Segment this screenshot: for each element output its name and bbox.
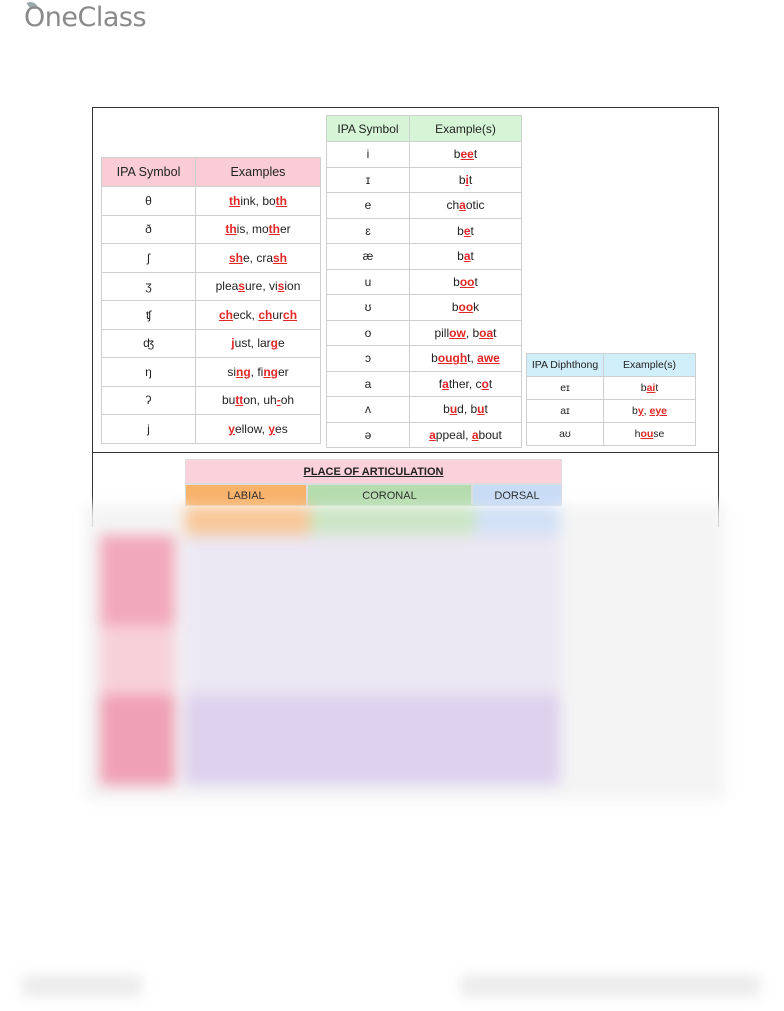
table-row (102, 272, 321, 301)
blurred-footer-right (460, 975, 760, 997)
blurred-preview-region (85, 505, 725, 800)
table-row (102, 415, 321, 444)
highlighted-letters: y (268, 421, 276, 436)
example-text: t, (467, 351, 478, 366)
example-cell (604, 400, 696, 423)
vowels-table (326, 115, 522, 448)
example-cell (410, 218, 522, 244)
table-row (327, 422, 522, 448)
example-text: pill (434, 325, 450, 340)
example-text: eck, (232, 307, 259, 322)
example-cell (410, 397, 522, 423)
consonants-table (101, 157, 321, 444)
table-row (102, 244, 321, 273)
ipa-symbol-cell: ð (102, 215, 196, 244)
example-text: oh (280, 393, 295, 408)
table-header-row (102, 158, 321, 187)
highlighted-letters: oo (459, 274, 475, 289)
table-header-row (327, 116, 522, 142)
example-text: otic (465, 198, 485, 213)
highlighted-letters: oa (479, 325, 494, 340)
example-text: t (488, 376, 493, 391)
highlighted-letters: i (465, 172, 469, 187)
example-text: k (473, 300, 480, 315)
example-text: plea (215, 279, 239, 294)
example-text: er (280, 222, 291, 237)
example-text: is, mo (236, 222, 269, 237)
ipa-symbol-cell: eɪ (527, 377, 604, 400)
highlighted-letters: th (268, 222, 280, 237)
example-text: b (451, 300, 459, 315)
highlighted-letters: ch (283, 307, 298, 322)
example-text: ther, c (448, 376, 482, 391)
example-text: b (640, 382, 647, 394)
ipa-symbol-cell: ʤ (102, 329, 196, 358)
header-examples: Examples (196, 158, 321, 187)
example-text: b (631, 405, 638, 417)
highlighted-letters: e (463, 223, 471, 238)
highlighted-letters: sh (273, 250, 288, 265)
example-text: si (227, 364, 236, 379)
table-row (327, 167, 522, 193)
example-text: b (457, 249, 464, 264)
example-cell (410, 269, 522, 295)
example-cell (410, 142, 522, 168)
highlighted-letters: ough (437, 351, 468, 366)
highlighted-letters: g (270, 336, 278, 351)
example-text: f (438, 376, 443, 391)
section-divider (92, 452, 719, 453)
example-cell (604, 423, 696, 446)
highlighted-letters: a (442, 376, 449, 391)
highlighted-letters: y (637, 405, 644, 417)
highlighted-letters: s (238, 279, 245, 294)
example-text: e, cra (242, 250, 273, 265)
table-row (327, 346, 522, 372)
example-text: ust, lar (234, 336, 271, 351)
highlighted-letters: a (429, 427, 436, 442)
example-cell (196, 329, 321, 358)
example-text: ppeal, (435, 427, 472, 442)
highlighted-letters: ou (640, 428, 654, 440)
highlighted-letters: s (277, 279, 285, 294)
table-row (102, 301, 321, 330)
example-cell (196, 215, 321, 244)
example-text: t (493, 325, 497, 340)
example-text: d, b (457, 402, 478, 417)
ipa-symbol-cell: ʧ (102, 301, 196, 330)
highlighted-letters: ch (218, 307, 233, 322)
ipa-symbol-cell: ɛ (327, 218, 410, 244)
example-cell (410, 244, 522, 270)
example-text: t (473, 147, 478, 162)
example-text: e (278, 336, 285, 351)
example-text: b (458, 172, 466, 187)
example-text: t (470, 223, 474, 238)
poa-title: PLACE OF ARTICULATION (185, 459, 562, 484)
example-text: t (655, 382, 659, 394)
poa-labial: LABIAL (185, 484, 307, 506)
example-cell (196, 415, 321, 444)
highlighted-letters: th (225, 222, 237, 237)
example-text: ink, bo (240, 193, 276, 208)
ipa-symbol-cell: u (327, 269, 410, 295)
highlighted-letters: awe (477, 351, 500, 366)
table-row (327, 295, 522, 321)
highlighted-letters: ng (235, 364, 251, 379)
ipa-symbol-cell: ʃ (102, 244, 196, 273)
example-cell (410, 422, 522, 448)
table-row (527, 423, 696, 446)
example-text: , fi (250, 364, 264, 379)
table-row (327, 320, 522, 346)
ipa-symbol-cell: θ (102, 187, 196, 216)
example-text: b (443, 402, 450, 417)
highlighted-letters: tt (235, 393, 244, 408)
table-row (327, 142, 522, 168)
highlighted-letters: sh (228, 250, 243, 265)
highlighted-letters: th (275, 193, 287, 208)
blurred-footer-left (22, 975, 142, 997)
example-text: ellow, (234, 421, 269, 436)
ipa-symbol-cell: j (102, 415, 196, 444)
table-row (102, 187, 321, 216)
example-text: t (474, 274, 478, 289)
ipa-symbol-cell: ɪ (327, 167, 410, 193)
poa-dorsal: DORSAL (472, 484, 562, 506)
highlighted-letters: - (276, 393, 281, 408)
example-text: er (278, 364, 289, 379)
highlighted-letters: u (477, 402, 485, 417)
example-text: t (484, 402, 488, 417)
ipa-symbol-cell: ʒ (102, 272, 196, 301)
highlighted-letters: ch (258, 307, 273, 322)
table-row (327, 193, 522, 219)
highlighted-letters: oo (458, 300, 474, 315)
highlighted-letters: y (228, 421, 235, 436)
highlighted-letters: u (449, 402, 458, 417)
header-examples: Example(s) (604, 354, 696, 377)
example-text: ur (272, 307, 284, 322)
table-row (102, 329, 321, 358)
example-cell (196, 301, 321, 330)
ipa-symbol-cell: aʊ (527, 423, 604, 446)
example-text: t (470, 249, 474, 264)
example-cell (196, 187, 321, 216)
header-ipa-symbol: IPA Symbol (327, 116, 410, 142)
ipa-symbol-cell: aɪ (527, 400, 604, 423)
example-text: b (457, 223, 464, 238)
example-cell (410, 346, 522, 372)
example-text: ch (446, 198, 460, 213)
highlighted-letters: ai (646, 382, 656, 394)
table-row (327, 371, 522, 397)
ipa-symbol-cell: e (327, 193, 410, 219)
table-row (327, 269, 522, 295)
ipa-symbol-cell: ʌ (327, 397, 410, 423)
example-cell (410, 320, 522, 346)
example-text: b (453, 147, 461, 162)
example-text: h (634, 428, 641, 440)
table-row (327, 244, 522, 270)
poa-columns (185, 484, 562, 506)
table-row (527, 400, 696, 423)
example-text: t (468, 172, 473, 187)
example-text: bout (478, 427, 502, 442)
example-cell (196, 244, 321, 273)
diphthongs-table (526, 353, 696, 446)
header-ipa-symbol: IPA Symbol (102, 158, 196, 187)
highlighted-letters: ee (460, 147, 474, 162)
highlighted-letters: a (463, 249, 471, 264)
example-cell (196, 358, 321, 387)
ipa-symbol-cell: ə (327, 422, 410, 448)
example-text: bu (221, 393, 236, 408)
example-text: on, uh (243, 393, 277, 408)
table-row (102, 358, 321, 387)
table-header-row (527, 354, 696, 377)
example-cell (410, 371, 522, 397)
example-cell (196, 386, 321, 415)
place-of-articulation-header (185, 459, 562, 506)
poa-coronal: CORONAL (307, 484, 472, 506)
ipa-symbol-cell: i (327, 142, 410, 168)
example-text: ure, vi (244, 279, 278, 294)
highlighted-letters: eye (649, 405, 668, 417)
highlighted-letters: ng (263, 364, 278, 379)
table-row (527, 377, 696, 400)
highlighted-letters: a (471, 427, 479, 442)
example-text: b (431, 351, 438, 366)
example-cell (410, 295, 522, 321)
ipa-symbol-cell: ʔ (102, 386, 196, 415)
example-text: , (643, 405, 650, 417)
table-row (102, 386, 321, 415)
table-row (327, 218, 522, 244)
highlighted-letters: j (231, 336, 235, 351)
highlighted-letters: a (459, 198, 466, 213)
example-text: , b (465, 325, 480, 340)
example-text: b (453, 274, 460, 289)
highlighted-letters: o (481, 376, 489, 391)
example-text: se (653, 428, 665, 440)
table-row (102, 215, 321, 244)
table-row (327, 397, 522, 423)
ipa-symbol-cell: ŋ (102, 358, 196, 387)
example-cell (410, 167, 522, 193)
ipa-symbol-cell: ʊ (327, 295, 410, 321)
highlighted-letters: th (228, 193, 241, 208)
example-cell (410, 193, 522, 219)
header-ipa-diphthong: IPA Diphthong (527, 354, 604, 377)
ipa-symbol-cell: ɔ (327, 346, 410, 372)
highlighted-letters: ow (449, 325, 466, 340)
example-cell (196, 272, 321, 301)
oneclass-logo: OneClass (24, 2, 147, 33)
ipa-symbol-cell: a (327, 371, 410, 397)
ipa-symbol-cell: æ (327, 244, 410, 270)
example-text: es (275, 421, 288, 436)
header-examples: Example(s) (410, 116, 522, 142)
ipa-symbol-cell: o (327, 320, 410, 346)
example-text: ion (284, 279, 301, 294)
example-cell (604, 377, 696, 400)
